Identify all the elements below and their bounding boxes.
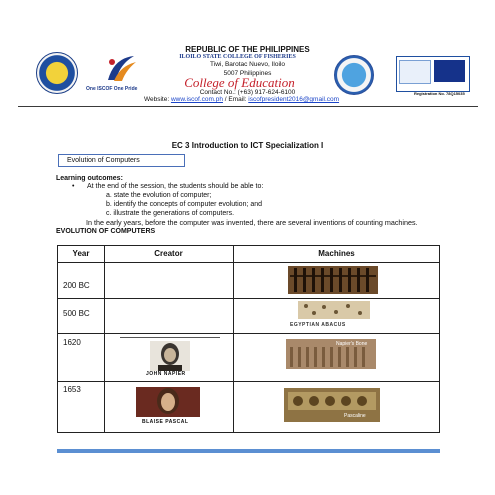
website-label: Website: (143, 96, 170, 103)
email-link[interactable]: iscofpresident2016@gmail.com (248, 96, 340, 103)
machine-caption: EGYPTIAN ABACUS (290, 322, 346, 328)
table-row-divider (58, 333, 439, 334)
creator-caption: BLAISE PASCAL (142, 419, 189, 425)
row-year: 1620 (63, 338, 81, 347)
bullet-icon: • (72, 183, 75, 190)
header-divider (18, 106, 478, 107)
evolution-table (57, 245, 440, 433)
header-college: College of Education (184, 75, 295, 90)
evolution-heading: EVOLUTION OF COMPUTERS (56, 228, 156, 235)
evolution-paragraph: In the early years, before the computer was invented, there are several inventions of counting machines. (86, 218, 418, 227)
email-label: / Email: (224, 96, 247, 103)
course-title: EC 3 Introduction to ICT Specialization I (171, 141, 324, 150)
header-machines: Machines (318, 249, 355, 258)
machine-caption: Napier's Bone (336, 341, 368, 347)
header-creator: Creator (154, 249, 183, 258)
table-row-divider (58, 298, 439, 299)
row-year: 500 BC (63, 309, 90, 318)
header-contact: Contact No.: (+63) 917-624-6100 (199, 89, 296, 96)
learning-outcomes-intro: At the end of the session, the students should be able to: (87, 183, 264, 190)
learning-outcomes-heading: Learning outcomes: (56, 175, 123, 182)
iso-cert-logo (399, 60, 431, 84)
header-republic: REPUBLIC OF THE PHILIPPINES (185, 45, 310, 54)
registration-number: Registration No. 78Q15035 (414, 91, 465, 96)
header-web-email (0, 96, 489, 103)
certification-logos (396, 56, 470, 92)
chinese-abacus-image (288, 266, 378, 294)
header-institution: ILOILO STATE COLLEGE OF FISHERIES (179, 54, 296, 60)
machine-caption: Pascaline (344, 413, 366, 419)
john-napier-portrait (150, 341, 190, 371)
college-of-education-seal (334, 55, 374, 95)
header-address-line2: 5007 Philippines (223, 70, 272, 77)
table-col-divider (233, 246, 234, 432)
blaise-pascal-portrait (136, 387, 200, 417)
learning-outcome-item: c. illustrate the generations of computers. (106, 210, 235, 217)
ukas-cert-logo (434, 60, 465, 82)
row-year: 200 BC (63, 281, 90, 290)
footer-bar (57, 449, 440, 453)
learning-outcome-item: b. identify the concepts of computer evolution; and (106, 201, 263, 208)
table-col-divider (104, 246, 105, 432)
topic-box: Evolution of Computers (58, 154, 185, 167)
row-year: 1653 (63, 385, 81, 394)
website-link[interactable]: www.iscof.com.ph (170, 96, 223, 103)
learning-outcome-item: a. state the evolution of computer; (106, 192, 212, 199)
portrait-frame-line (120, 337, 220, 338)
table-row-divider (58, 262, 439, 263)
header-year: Year (72, 249, 90, 258)
egyptian-abacus-image (298, 301, 370, 319)
creator-caption: JOHN NAPIER (146, 371, 186, 377)
table-row-divider (58, 381, 439, 382)
logo-tagline: One ISCOF One Pride (86, 86, 138, 92)
header-address-line1: Tiwi, Barotac Nuevo, Iloilo (210, 61, 285, 68)
